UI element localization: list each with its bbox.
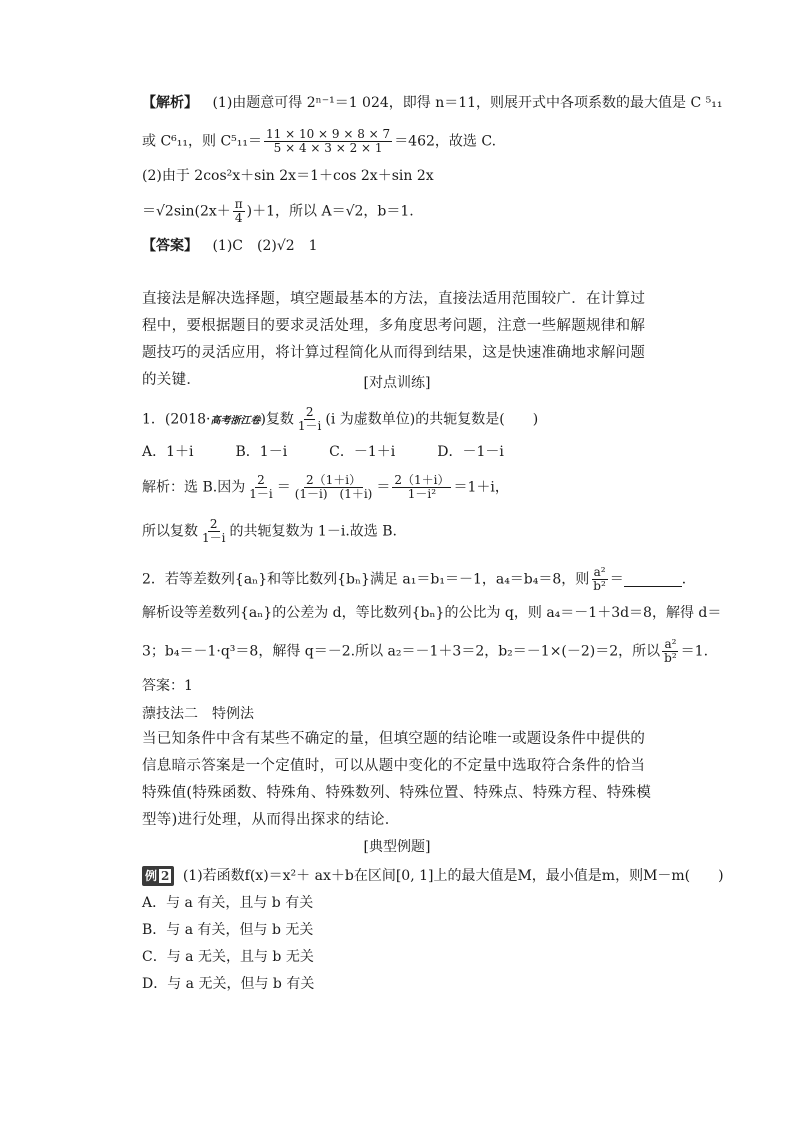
q2-sol2-prefix: 3；b₄＝－1·q³＝8，解得 q＝－2.所以 a₂＝－1＋3＝2，b₂＝－1×(－2)＝2，所以 (142, 643, 661, 660)
example-badge-number: 2 (161, 869, 170, 883)
q2-eq: ＝ (609, 571, 624, 588)
answer-text: (1)C (2)√2 1 (212, 238, 318, 254)
q1-sol-frac-1 (247, 474, 274, 501)
summary-paragraph: 直接法是解决选择题，填空题最基本的方法，直接法适用范围较广．在计算过程中，要根据题目的要求灵活处理，多角度思考问题，注意一些解题规律和解题技巧的灵活应用，将计算过程简化从而得到结果，这是快速准确地求解问题的关键． (142, 291, 646, 388)
example-2-text: (1)若函数f(x)＝x²＋ ax＋b在区间[0, 1]上的最大值是M，最小值是m，则M－m( ) (182, 868, 724, 884)
pi-denominator: 4 (234, 211, 243, 225)
example-2-question (142, 866, 724, 886)
solution-text-1: (1)由题意可得 2ⁿ⁻¹＝1 024，即得 n＝11，则展开式中各项系数的最大值是 C ⁵₁₁ (212, 95, 723, 111)
option-a: A．与 a 有关，且与 b 有关 (142, 895, 314, 911)
q1-sol-frac-1-den: 1－i (249, 487, 273, 501)
solution-line-1 (142, 93, 723, 113)
example-badge (142, 866, 174, 886)
solution-line-4 (142, 198, 414, 225)
example-heading: [典型例题] (363, 839, 431, 855)
solution-line-3: (2)由于 2cos²x＋sin 2x＝1＋cos 2x＋sin 2x (142, 168, 434, 184)
q1-prefix: 1．(2018· (142, 411, 211, 428)
pi-fraction (233, 198, 245, 225)
q1-fraction (296, 406, 323, 433)
question-1 (142, 406, 538, 433)
training-heading: [对点训练] (363, 375, 431, 391)
answer-line (142, 236, 318, 256)
q1-fraction-num: 2 (305, 405, 314, 419)
combination-fraction (264, 128, 392, 155)
q1-sol-frac-2-num: 2（1＋i） (305, 473, 362, 487)
q2-answer: 答案：1 (142, 678, 193, 694)
answer-blank[interactable] (624, 572, 682, 587)
q1-sol2-frac-den: 1－i (202, 531, 226, 545)
q1-sol-suffix: ＝1＋i， (453, 479, 509, 496)
fraction-denominator: 5 × 4 × 3 × 2 × 1 (273, 141, 383, 155)
q1-options: A．1＋i B．1－i C．－1＋i D．－1－i (142, 444, 504, 460)
q2-sol-fraction-den: b² (664, 651, 677, 665)
q2-fraction (591, 566, 608, 593)
method-body: 当已知条件中含有某些不确定的量，但填空题的结论唯一或题设条件中提供的信息暗示答案是一个定值时，可以从题中变化的不定量中选取符合条件的恰当特殊值(特殊函数、特殊角、特殊数列、特殊位置、特殊点、特殊方程、特殊模型等)进行处理，从而得出探求的结论． (142, 731, 652, 828)
option-c: C．与 a 无关，且与 b 无关 (142, 949, 314, 965)
q1-sol-eq-1: ＝ (276, 479, 291, 496)
q2-sol2-suffix: ＝1. (680, 643, 709, 660)
q1-mid: )复数 (260, 411, 294, 428)
solution-label: 【解析】 (142, 95, 198, 111)
q1-sol-frac-1-num: 2 (257, 473, 265, 487)
answer-label: 【答案】 (142, 238, 198, 254)
q1-fraction-den: 1－i (297, 419, 322, 433)
method-title: 薸技法二 特例法 (142, 706, 254, 722)
q2-solution-line-1: 解析设等差数列{aₙ}的公差为 d，等比数列{bₙ}的公比为 q，则 a₄＝－1＋3d＝8，解得 d＝ (142, 605, 722, 621)
q1-sol-frac-2 (293, 474, 375, 501)
q1-sol-frac-3-den: 1－i² (407, 487, 437, 501)
q1-sol-eq-2: ＝ (376, 479, 391, 496)
solution-text-2a: 或 C⁶₁₁，则 C⁵₁₁＝ (142, 133, 262, 150)
q1-sol2-prefix: 所以复数 (142, 523, 198, 540)
example-badge-label: 例 (145, 869, 158, 883)
option-d: D．与 a 无关，但与 b 有关 (142, 976, 315, 992)
pi-numerator: π (234, 197, 243, 211)
q2-fraction-num: a² (593, 565, 606, 579)
q1-sol2-frac-num: 2 (209, 517, 218, 531)
q2-sol-fraction-num: a² (664, 637, 677, 651)
q1-sol-prefix: 解析：选 B.因为 (142, 479, 246, 496)
q1-sol2-frac (200, 518, 227, 545)
q1-source: 高考浙江卷 (210, 415, 261, 427)
q1-sol-frac-2-den: (1－i) (1＋i) (294, 487, 373, 501)
option-b: B．与 a 有关，但与 b 无关 (142, 922, 314, 938)
q1-solution-line-2 (142, 518, 397, 545)
q1-solution-line-1 (142, 474, 509, 501)
q2-text: 2．若等差数列{aₙ}和等比数列{bₙ}满足 a₁＝b₁＝－1，a₄＝b₄＝8，则 (142, 571, 590, 588)
q2-end: ． (681, 571, 696, 588)
q2-sol-fraction (662, 638, 679, 665)
question-2 (142, 566, 696, 593)
solution-text-4b: )＋1，所以 A＝√2，b＝1. (246, 203, 414, 220)
solution-text-2b: ＝462，故选 C. (394, 133, 497, 150)
solution-text-4a: ＝√2sin(2x＋ (142, 203, 231, 220)
fraction-numerator: 11 × 10 × 9 × 8 × 7 (266, 127, 391, 141)
q1-sol-frac-3 (392, 474, 451, 501)
q2-fraction-den: b² (593, 579, 606, 593)
q1-sol-frac-3-num: 2（1＋i） (394, 473, 450, 487)
q1-sol2-suffix: 的共轭复数为 1－i.故选 B. (229, 523, 397, 540)
q2-solution-line-2 (142, 638, 708, 665)
solution-line-2 (142, 128, 496, 155)
q1-suffix: (i 为虚数单位)的共轭复数是( ) (325, 411, 539, 428)
